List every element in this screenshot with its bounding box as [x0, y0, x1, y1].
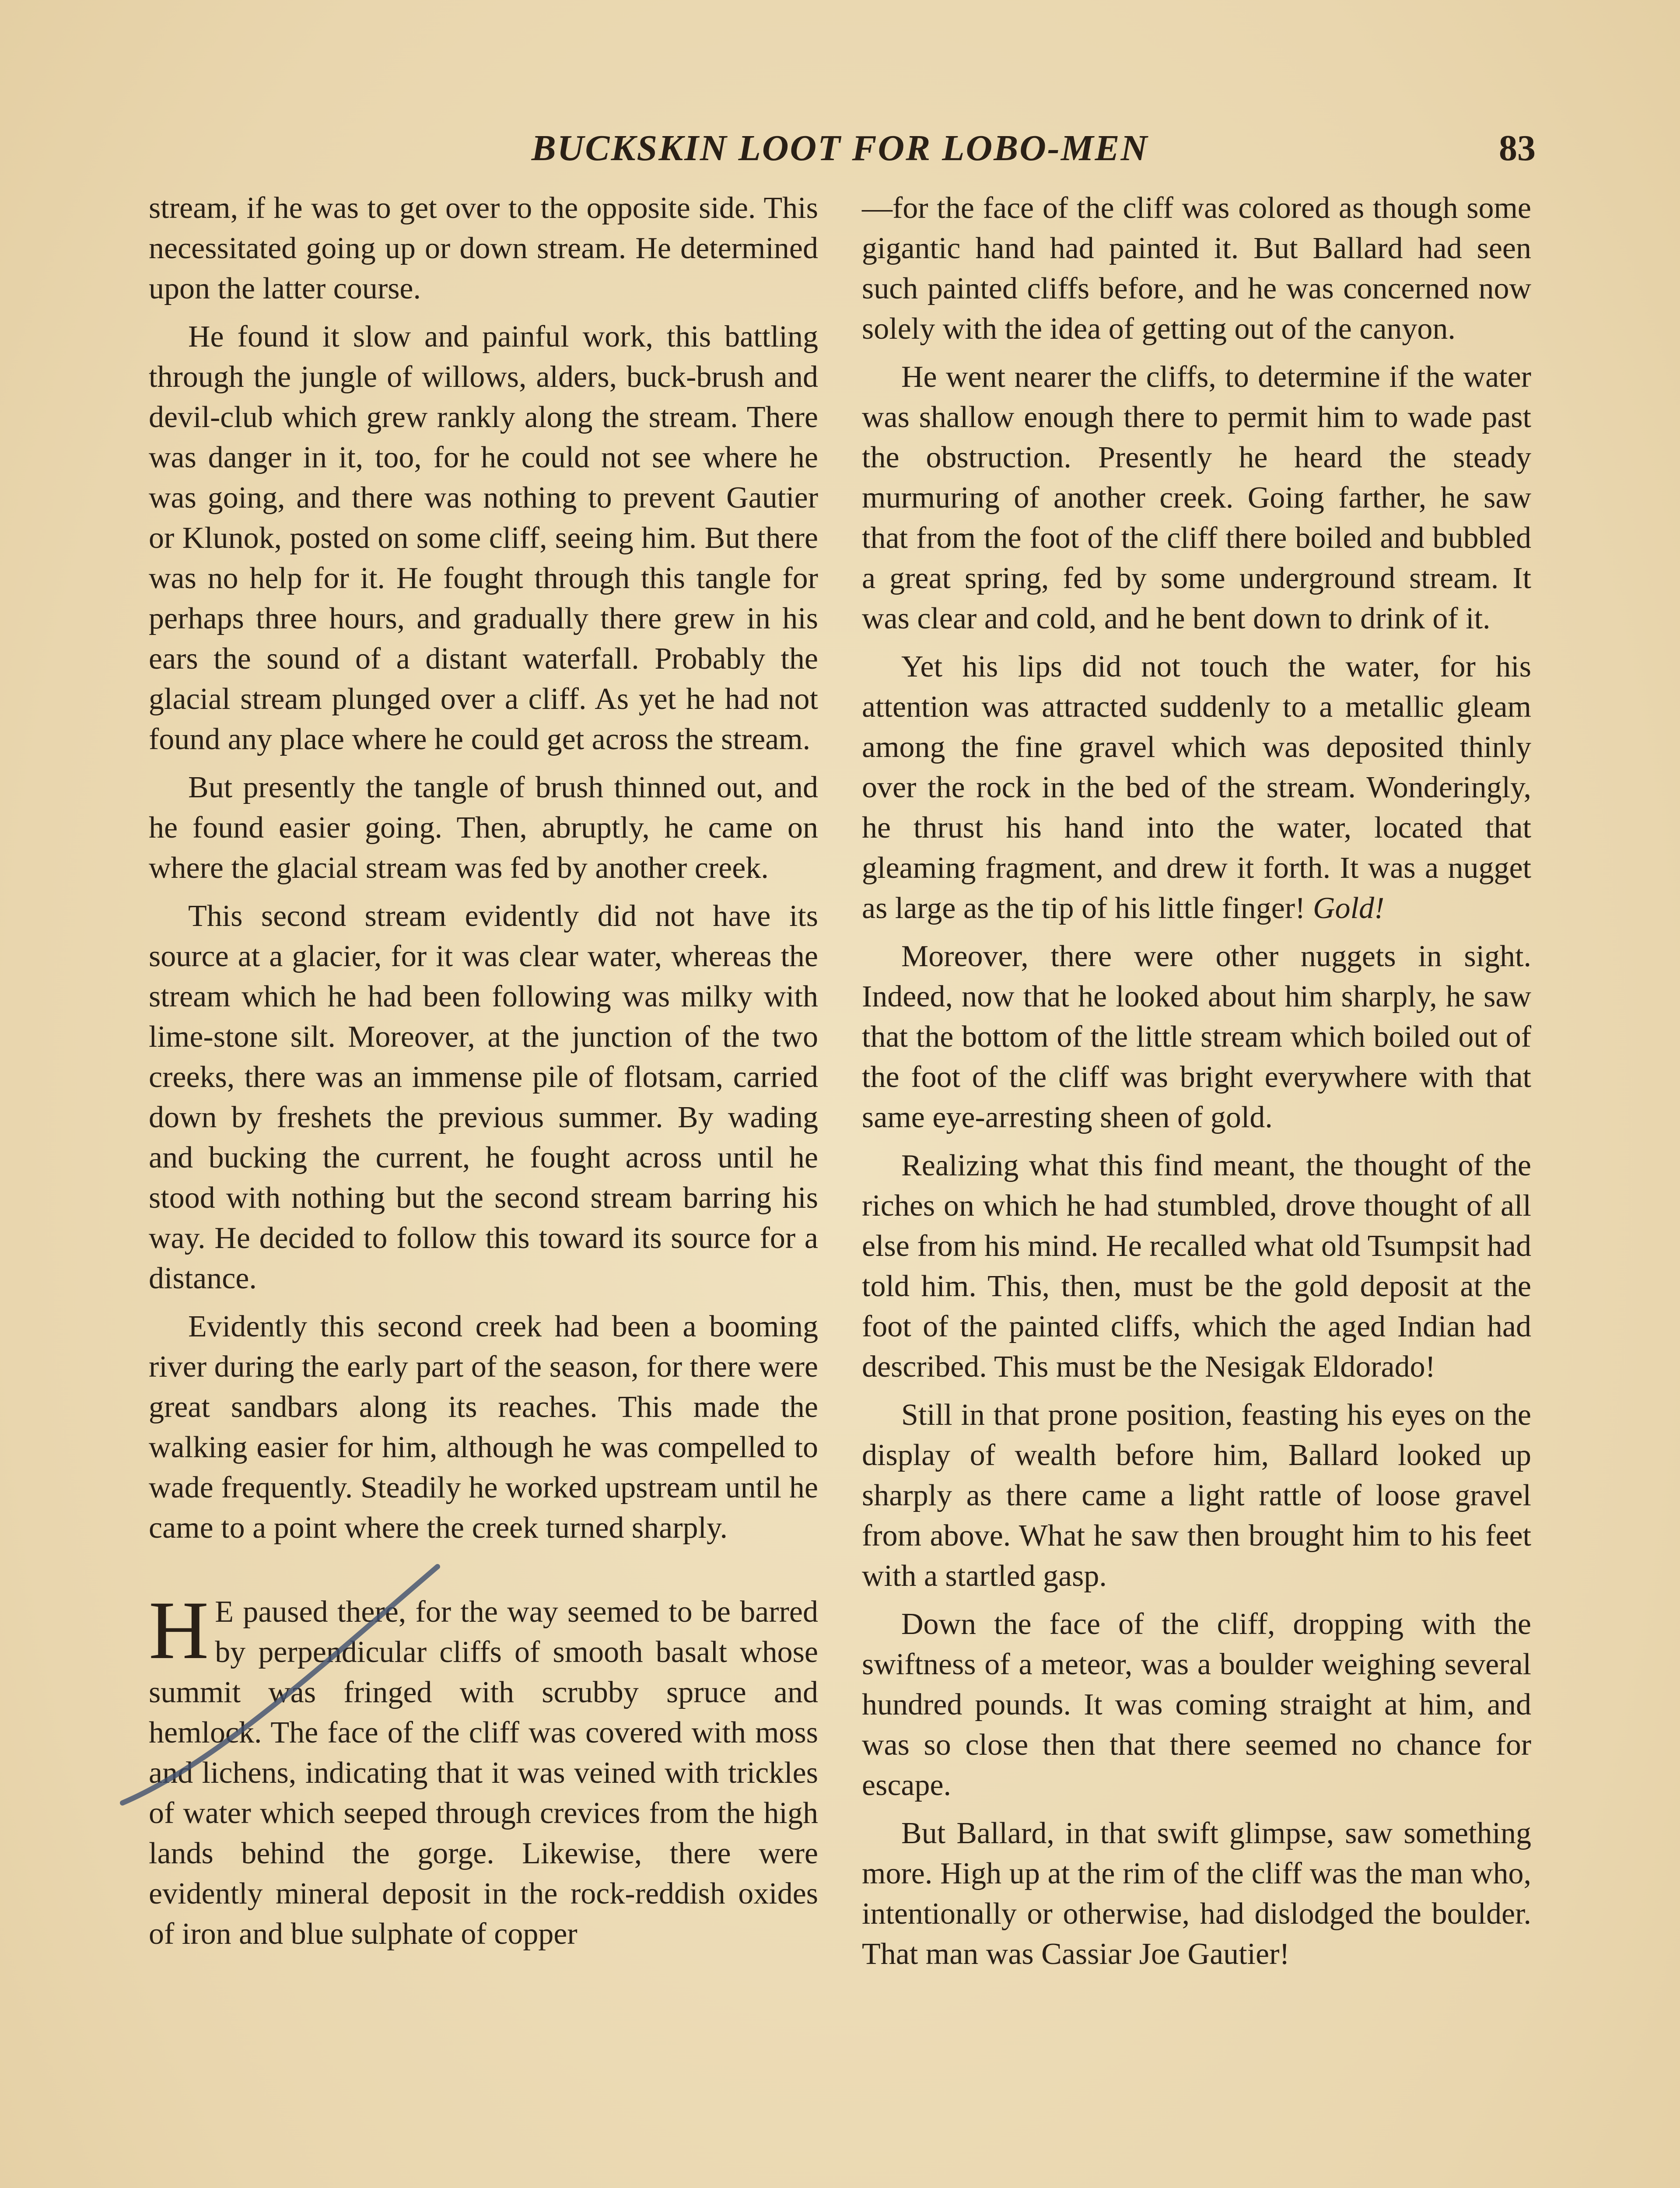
- paragraph: But Ballard, in that swift glimpse, saw something more. High up at the rim of the cliff was the man who, intentionally or otherwise, had dislodged the boulder. That man was Cassiar Joe Gautier!: [862, 1816, 1531, 1971]
- paragraph: But presently the tangle of brush thinned out, and he found easier going. Then, abruptly, he came on where the glacial stream was fed by another creek.: [149, 771, 818, 885]
- paragraph: This second stream evidently did not have its source at a glacier, for it was clear water, whereas the stream which he had been following was milky with lime-stone silt. Moreover, at the junction of the two creeks, there was an immense pile of flotsam, carried down by freshets the previous summer. By wading and bucking the current, he fought across until he stood with nothing but the second stream barring his way. He decided to follow this toward its source for a distance.: [149, 899, 818, 1295]
- paragraph: —for the face of the cliff was colored as though some gigantic hand had painted it. But Ballard had seen such painted cliffs before, and he was concerned now solely with the idea of getting out of the canyon.: [862, 191, 1531, 346]
- paragraph: He found it slow and painful work, this battling through the jungle of willows, alders, buck-brush and devil-club which grew rankly along the stream. There was danger in it, too, for he could not see where he was going, and there was nothing to prevent Gautier or Klunok, posted on some cliff, seeing him. But there was no help for it. He fought through this tangle for perhaps three hours, and gradually there grew in his ears the sound of a distant waterfall. Probably the glacial stream plunged over a cliff. As yet he had not found any place where he could get across the stream.: [149, 320, 818, 756]
- drop-cap: H: [149, 1585, 209, 1676]
- running-title: BUCKSKIN LOOT FOR LOBO-MEN: [531, 128, 1149, 168]
- italic-exclamation: Gold!: [1312, 891, 1385, 925]
- paragraph: stream, if he was to get over to the opposite side. This necessitated going up or down stream. He determined upon the latter course.: [149, 191, 818, 305]
- section-opening-paragraph: [149, 1585, 818, 1954]
- page-number: 83: [1499, 128, 1536, 168]
- paragraph: Realizing what this find meant, the thought of the riches on which he had stumbled, drove thought of all else from his mind. He recalled what old Tsumpsit had told him. This, then, must be the gold deposit at the foot of the painted cliffs, which the aged Indian had described. This must be the Nesigak Eldorado!: [862, 1149, 1531, 1384]
- paragraph-text: Yet his lips did not touch the water, for his attention was attracted suddenly to a metallic gleam among the fine gravel which was deposited thinly over the rock in the bed of the stream. Wonderingly, he thrust his hand into the water, located that gleaming fragment, and drew it forth. It was a nugget as large as the tip of his little finger!: [862, 650, 1531, 925]
- paragraph-text: E paused there, for the way seemed to be barred by perpendicular cliffs of smooth basalt whose summit was fringed with scrubby spruce and hemlock. The face of the cliff was covered with moss and lichens, indicating that it was veined with trickles of water which seeped through crevices from the high lands behind the gorge. Likewise, there were evidently mineral deposit in the rock-reddish oxides of iron and blue sulphate of copper: [149, 1595, 818, 1951]
- paragraph: Evidently this second creek had been a booming river during the early part of the season, for there were great sandbars along its reaches. This made the walking easier for him, although he was compelled to wade frequently. Steadily he worked upstream until he came to a point where the creek turned sharply.: [149, 1310, 818, 1545]
- paragraph: Down the face of the cliff, dropping with the swiftness of a meteor, was a boulder weighing several hundred pounds. It was coming straight at him, and was so close then that there seemed no chance for escape.: [862, 1607, 1531, 1802]
- left-column: [149, 188, 818, 1962]
- running-head: [144, 127, 1536, 175]
- paragraph: [862, 647, 1531, 929]
- right-column: [862, 188, 1531, 1982]
- paragraph: He went nearer the cliffs, to determine if the water was shallow enough there to permit him to wade past the obstruction. Presently he heard the steady murmuring of another creek. Going farther, he saw that from the foot of the cliff there boiled and bubbled a great spring, fed by some underground stream. It was clear and cold, and he bent down to drink of it.: [862, 360, 1531, 635]
- paragraph: Still in that prone position, feasting his eyes on the display of wealth before him, Ballard looked up sharply as there came a light rattle of loose gravel from above. What he saw then brought him to his feet with a startled gasp.: [862, 1398, 1531, 1593]
- paragraph: Moreover, there were other nuggets in sight. Indeed, now that he looked about him sharply, he saw that the bottom of the little stream which boiled out of the foot of the cliff was bright everywhere with that same eye-arresting sheen of gold.: [862, 940, 1531, 1134]
